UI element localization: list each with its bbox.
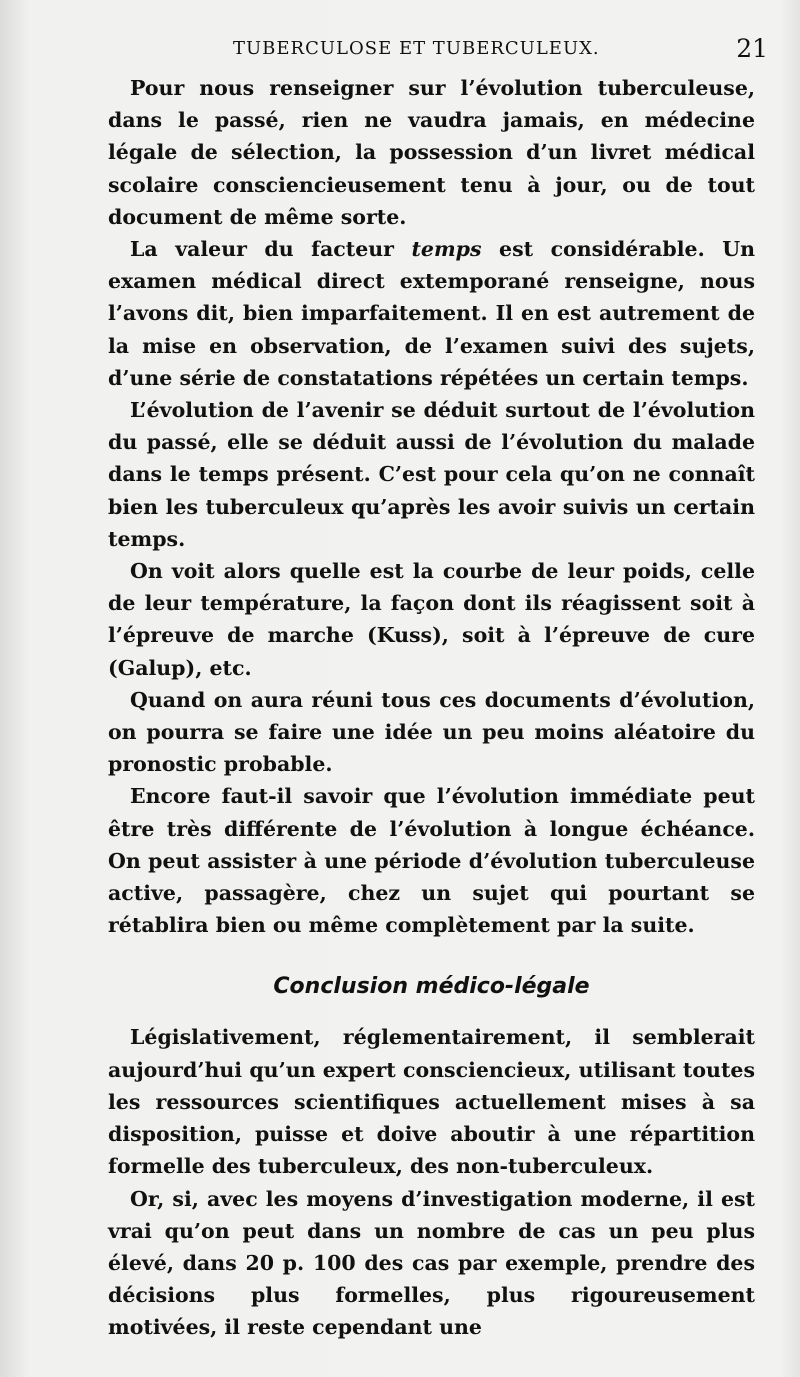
paragraph-1: Pour nous renseigner sur l’évolution tuberculeuse, dans le passé, rien ne vaudra jamais, en médecine légale de sélection, la possession d’un livret médical scolaire consciencieusement tenu à jour, ou de tout document de même sorte. [108,76,755,229]
emphasis-temps: temps [411,237,482,262]
page-number: 21 [736,34,768,63]
paragraph-4: On voit alors quelle est la courbe de leur poids, celle de leur température, la façon dont ils réagissent soit à l’épreuve de marche (Kuss), soit à l’épreuve de cure (Galup), etc. [108,559,755,680]
body-text [108,72,755,1344]
paragraph-3: L’évolution de l’avenir se déduit surtout de l’évolution du passé, elle se déduit aussi de l’évolution du malade dans le temps présent. C’est pour cela qu’on ne connaît bien les tuberculeux qu’après les avoir suivis un certain temps. [108,398,755,551]
section-body [108,1021,755,1343]
paragraph-2-start: La valeur du facteur [130,237,412,262]
paragraph-2-rest: est considérable. Un examen médical direct extemporané renseigne, nous l’avons dit, bien imparfaitement. Il en est autrement de la mise en observation, de l’examen suivi des sujets, d’une série de constatations répétées un certain temps. [108,237,755,390]
paragraph-6: Encore faut-il savoir que l’évolution immédiate peut être très différente de l’évolution à longue échéance. On peut assister à une période d’évolution tuberculeuse active, passagère, chez un sujet qui pourtant se rétablira bien ou même complètement par la suite. [108,784,755,938]
paragraph-5: Quand on aura réuni tous ces documents d’évolution, on pourra se faire une idée un peu moins aléatoire du pronostic probable. [108,687,755,777]
running-header [108,34,768,66]
running-title: TUBERCULOSE ET TUBERCULEUX. [233,38,600,59]
section-heading: Conclusion médico-légale [273,974,590,1000]
paragraph-2 [108,233,755,394]
section-paragraph-2: Or, si, avec les moyens d’investigation moderne, il est vrai qu’on peut dans un nombre de cas un peu plus élevé, dans 20 p. 100 des cas par exemple, prendre des décisions plus formelles, plus rigoureusement motivées, il reste cependant une [108,1186,755,1340]
section-paragraph-1: Législativement, réglementairement, il semblerait aujourd’hui qu’un expert consciencieux, utilisant toutes les ressources scientifiques actuellement mises à sa disposition, puisse et doive aboutir à une répartition formelle des tuberculeux, des non-tuberculeux. [108,1025,755,1179]
